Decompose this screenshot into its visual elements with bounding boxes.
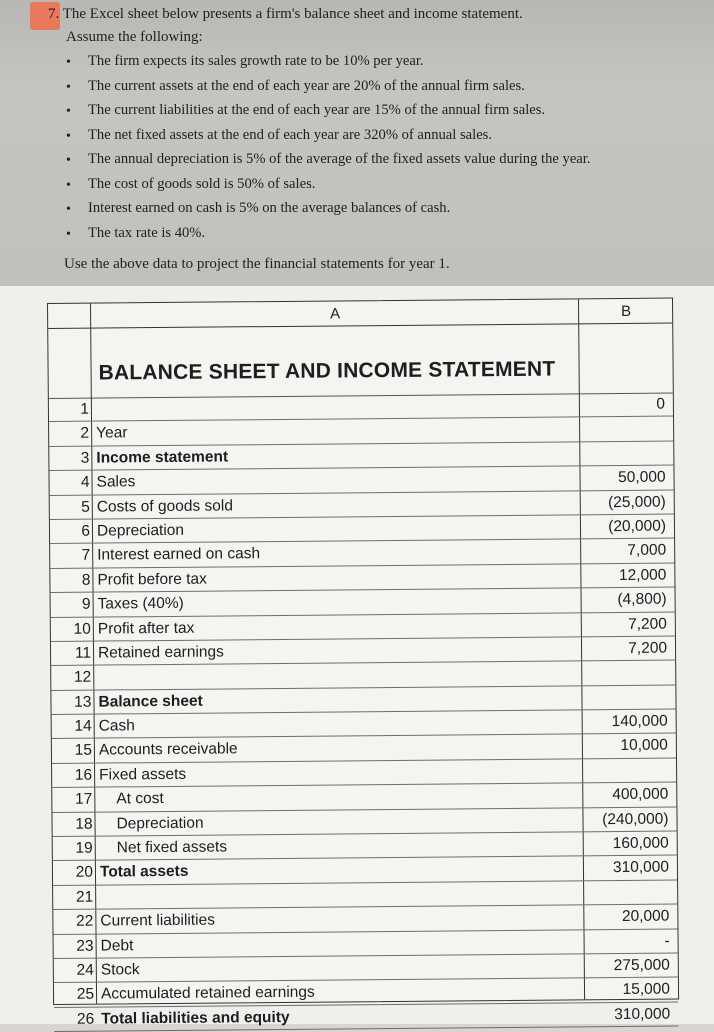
row-number[interactable]: 10 <box>73 620 91 638</box>
row-number[interactable]: 3 <box>80 449 90 467</box>
assumption-text: The cost of goods sold is 50% of sales. <box>88 175 316 192</box>
cell-label[interactable]: Stock <box>100 961 140 979</box>
assumption-item <box>66 78 590 103</box>
cell-label[interactable]: Sales <box>96 473 136 491</box>
cell-value[interactable]: - <box>664 932 670 950</box>
cell-label[interactable]: Depreciation <box>116 814 204 833</box>
cell-label[interactable]: Debt <box>100 936 134 955</box>
bullet-icon: • <box>66 128 71 144</box>
row-number[interactable]: 2 <box>80 425 90 443</box>
cell-value[interactable]: 7,200 <box>627 615 667 633</box>
cell-label[interactable]: Profit after tax <box>97 619 195 638</box>
bullet-icon: • <box>66 104 71 119</box>
cell-value[interactable]: 50,000 <box>618 468 666 487</box>
cell-value[interactable]: (20,000) <box>608 517 667 536</box>
row-number[interactable]: 16 <box>74 766 93 784</box>
cell-value[interactable]: (25,000) <box>607 493 666 511</box>
assumption-text: The net fixed assets at the end of each year are 320% of annual sales. <box>88 126 492 143</box>
sheet-title: BALANCE SHEET AND INCOME STATEMENT <box>98 357 556 385</box>
row-number[interactable]: 23 <box>76 937 94 955</box>
row-number[interactable]: 4 <box>80 473 90 491</box>
row-number[interactable]: 25 <box>76 985 95 1004</box>
column-header-a[interactable]: A <box>90 299 579 327</box>
cell-label[interactable]: Accounts receivable <box>98 740 238 760</box>
assumption-text: The current liabilities at the end of each year are 15% of the annual firm sales. <box>88 102 546 118</box>
bullet-icon: • <box>66 226 71 242</box>
column-header-b[interactable]: B <box>578 299 673 324</box>
cell-value[interactable]: 0 <box>656 395 665 413</box>
assumption-text: Interest earned on cash is 5% on the average balances of cash. <box>88 200 451 216</box>
cell-label[interactable]: Income statement <box>96 448 229 467</box>
assumption-item <box>66 225 590 250</box>
row-number[interactable]: 6 <box>81 522 91 540</box>
assume-heading: Assume the following: <box>66 29 203 45</box>
sheet-rows <box>49 393 679 1032</box>
cell-label[interactable]: Year <box>96 424 128 442</box>
cell-value[interactable]: 12,000 <box>618 566 667 584</box>
cell-label[interactable]: Retained earnings <box>97 643 224 662</box>
row-number[interactable]: 12 <box>73 668 92 687</box>
row-number[interactable]: 8 <box>81 571 91 589</box>
cell-value[interactable]: 20,000 <box>621 907 670 926</box>
row-number[interactable]: 11 <box>74 644 92 662</box>
row-number[interactable]: 22 <box>76 912 94 930</box>
cell-label[interactable]: At cost <box>116 790 164 808</box>
assumption-item <box>66 53 590 78</box>
row-number[interactable]: 18 <box>75 815 93 833</box>
row-number[interactable]: 26 <box>76 1010 95 1028</box>
row-number[interactable]: 7 <box>81 546 91 565</box>
question-intro: The Excel sheet below presents a firm's balance sheet and income statement. <box>62 6 523 22</box>
assumption-text: The current assets at the end of each year are 20% of the annual firm sales. <box>88 77 525 94</box>
assumption-item <box>66 102 590 127</box>
instruction-text: Use the above data to project the financial statements for year 1. <box>64 256 450 272</box>
cell-value[interactable]: 310,000 <box>612 859 670 877</box>
cell-label[interactable]: Total liabilities and equity <box>101 1008 290 1028</box>
row-number[interactable]: 19 <box>75 839 93 857</box>
assumption-text: The annual depreciation is 5% of the average of the fixed assets value during the year. <box>88 151 591 167</box>
cell-label[interactable]: Accumulated retained earnings <box>100 984 315 1003</box>
bullet-icon: • <box>66 153 71 168</box>
spreadsheet-photo <box>0 286 714 1028</box>
assumption-item <box>66 127 590 152</box>
assumption-text: The tax rate is 40%. <box>88 224 206 241</box>
cell-label[interactable]: Interest earned on cash <box>97 545 261 564</box>
bullet-icon: • <box>66 202 71 217</box>
assumption-item <box>66 200 590 225</box>
cell-label[interactable]: Taxes (40%) <box>97 594 184 613</box>
cell-value[interactable]: (240,000) <box>602 810 669 828</box>
cell-value[interactable]: 7,000 <box>627 541 667 560</box>
bullet-icon: • <box>66 55 71 70</box>
cell-label[interactable]: Net fixed assets <box>116 838 228 857</box>
cell-label[interactable]: Fixed assets <box>99 765 187 784</box>
row-number[interactable]: 5 <box>81 498 90 516</box>
cell-value[interactable]: 10,000 <box>620 737 668 755</box>
spreadsheet-grid <box>47 298 679 1028</box>
row-number[interactable]: 17 <box>75 790 93 809</box>
cell-value[interactable]: 15,000 <box>622 980 671 999</box>
cell-label[interactable]: Costs of goods sold <box>96 496 233 516</box>
row-number[interactable]: 1 <box>80 400 90 418</box>
bullet-icon: • <box>66 79 71 95</box>
bullet-icon: • <box>66 177 71 193</box>
question-intro-line <box>48 6 523 23</box>
cell-value[interactable]: 310,000 <box>614 1005 671 1023</box>
row-number[interactable]: 9 <box>81 595 91 613</box>
row-number[interactable]: 21 <box>75 888 94 906</box>
row-number[interactable]: 20 <box>75 864 94 882</box>
question-block <box>0 0 714 286</box>
assumption-item <box>66 176 590 201</box>
cell-label[interactable]: Profit before tax <box>97 570 207 589</box>
cell-value[interactable]: 7,200 <box>628 639 668 657</box>
cell-label[interactable]: Balance sheet <box>98 692 203 711</box>
row-number[interactable]: 15 <box>74 742 92 760</box>
row-number[interactable]: 14 <box>74 717 92 735</box>
cell-value[interactable]: (4,800) <box>617 590 667 609</box>
row-number[interactable]: 24 <box>76 961 94 979</box>
cell-value[interactable]: 275,000 <box>613 956 670 975</box>
assumption-list <box>66 53 590 249</box>
row-number[interactable]: 13 <box>74 693 92 711</box>
assumption-item <box>66 151 590 176</box>
table-row <box>54 1002 678 1032</box>
cell-value[interactable]: 160,000 <box>612 834 669 853</box>
cell-value[interactable]: 400,000 <box>612 785 669 804</box>
cell-label[interactable]: Current liabilities <box>100 911 216 930</box>
cell-value[interactable]: 140,000 <box>611 712 668 731</box>
cell-label[interactable]: Depreciation <box>96 521 185 540</box>
question-number: 7. <box>48 6 60 22</box>
cell-label[interactable]: Cash <box>98 717 135 735</box>
assumption-text: The firm expects its sales growth rate to be 10% per year. <box>88 53 424 69</box>
cell-label[interactable]: Total assets <box>99 863 189 881</box>
